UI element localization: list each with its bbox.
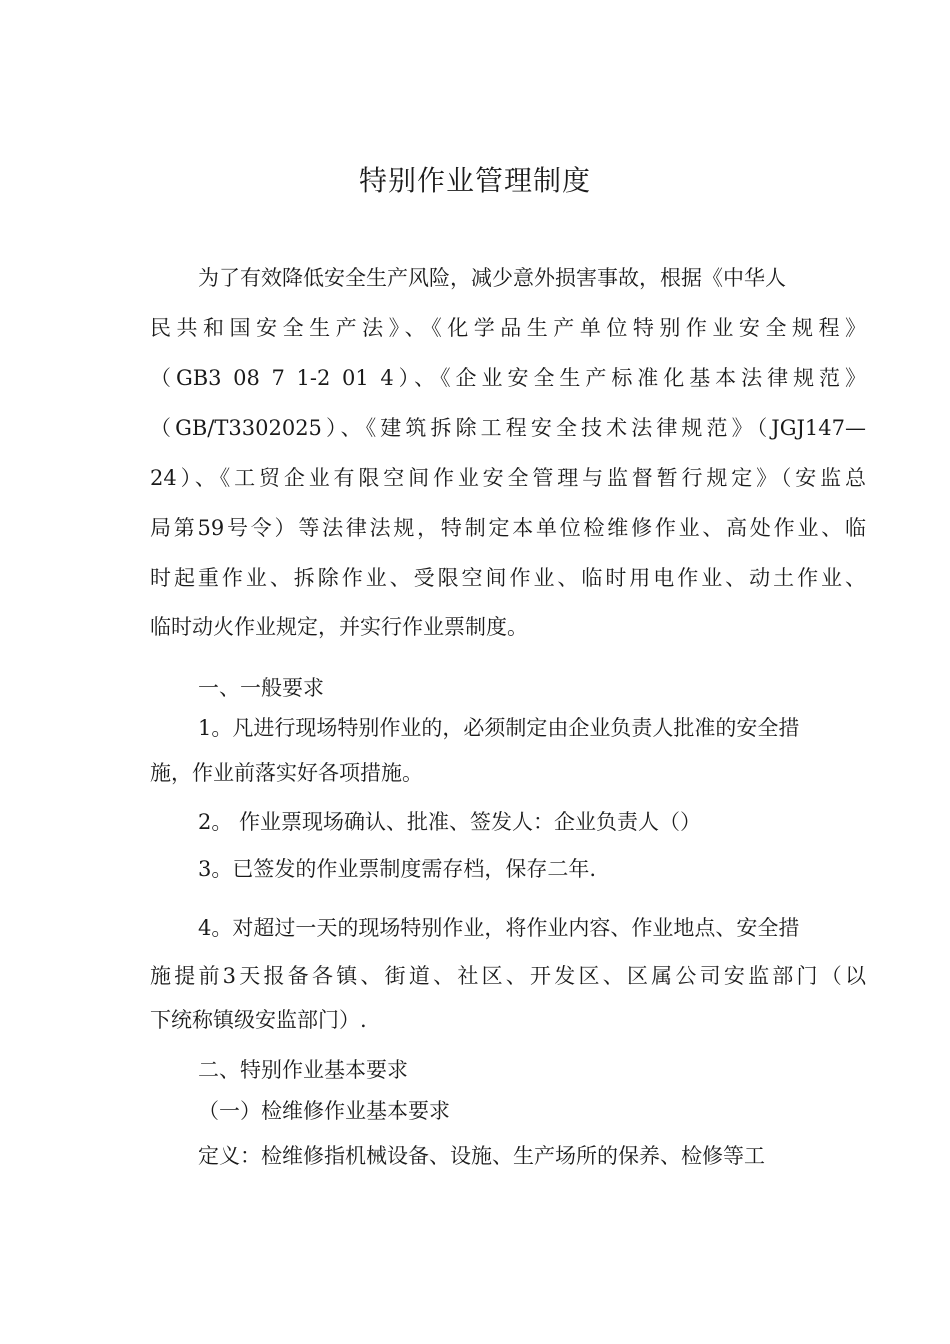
intro-line: 民共和国安全生产法》、《化学品生产单位特别作业安全规程》	[150, 316, 866, 340]
item-2: 2。 作业票现场确认、批准、签发人：企业负责人（）	[198, 810, 702, 834]
definition-line: 定义：检维修指机械设备、设施、生产场所的保养、检修等工	[198, 1144, 765, 1168]
intro-line: 为了有效降低安全生产风险，减少意外损害事故，根据《中华人	[198, 266, 786, 290]
section-heading-general: 一、一般要求	[198, 676, 324, 700]
intro-line: 24）、《工贸企业有限空间作业安全管理与监督暂行规定》（安监总	[150, 466, 866, 490]
intro-line: 局第59号令）等法律法规，特制定本单位检维修作业、高处作业、临	[150, 516, 866, 540]
intro-line: 时起重作业、拆除作业、受限空间作业、临时用电作业、动土作业、	[150, 566, 866, 590]
section-heading-special: 二、特别作业基本要求	[198, 1058, 408, 1082]
item-1-line: 1。凡进行现场特别作业的，必须制定由企业负责人批准的安全措	[198, 716, 800, 740]
subsection-heading-maintenance: （一）检维修作业基本要求	[198, 1099, 450, 1123]
intro-line: 临时动火作业规定，并实行作业票制度。	[150, 615, 528, 639]
intro-line: （GB/T3302025）、《建筑拆除工程安全技术法律规范》（JGJ147—	[150, 416, 866, 440]
document-title: 特别作业管理制度	[358, 164, 591, 197]
item-1-line: 施，作业前落实好各项措施。	[150, 761, 423, 785]
item-3: 3。已签发的作业票制度需存档，保存二年.	[198, 857, 597, 881]
item-4-line: 下统称镇级安监部门）.	[150, 1008, 367, 1032]
item-4-line: 4。对超过一天的现场特别作业，将作业内容、作业地点、安全措	[198, 916, 800, 940]
intro-line: （GB3 08 7 1-2 01 4）、《企业安全生产标准化基本法律规范》	[150, 366, 866, 390]
item-4-line: 施提前3天报备各镇、街道、社区、开发区、区属公司安监部门（以	[150, 964, 866, 988]
